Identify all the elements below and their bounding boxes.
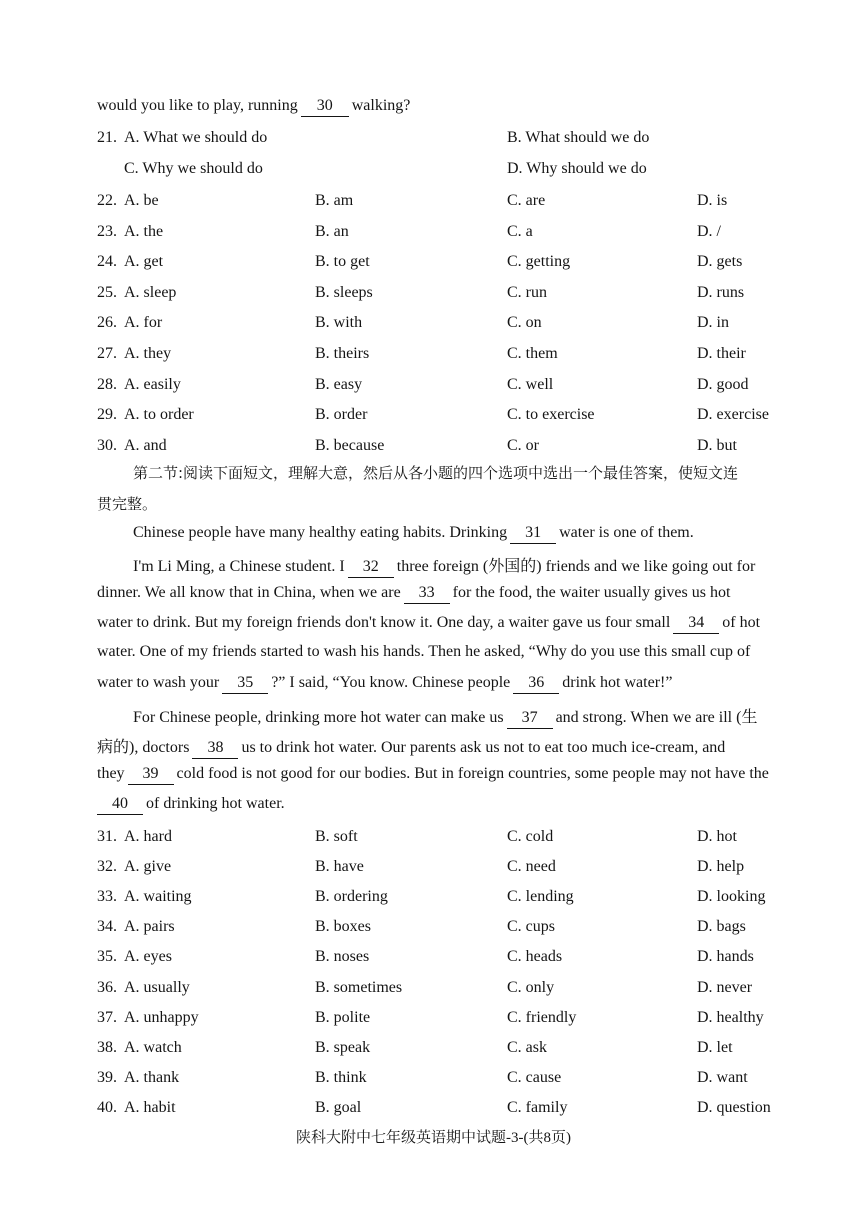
option-a: A. eyes xyxy=(124,948,172,966)
blank-38: 38 xyxy=(192,738,238,759)
option-a: A. waiting xyxy=(124,888,192,906)
passage-text: ?” I said, “You know. Chinese people xyxy=(271,674,511,691)
page-footer: 陕科大附中七年级英语期中试题-3-(共8页) xyxy=(296,1130,571,1146)
passage-text: drink hot water!” xyxy=(562,674,673,691)
option-b: B. an xyxy=(315,222,349,240)
question-number: 32. xyxy=(97,858,117,876)
question-row xyxy=(0,855,867,879)
question-row xyxy=(0,1096,867,1120)
question-number: 23. xyxy=(97,222,117,240)
passage-text: water to drink. But my foreign friends don't know it. One day, a waiter gave us four small xyxy=(97,614,671,631)
option-c: C. Why we should do xyxy=(124,160,263,177)
passage-text: they xyxy=(97,765,125,782)
option-d: D. runs xyxy=(697,283,745,301)
passage-text: and strong. When we are ill (生 xyxy=(555,709,758,726)
passage-text: dinner. We all know that in China, when we are xyxy=(97,584,401,601)
question-number: 40. xyxy=(97,1098,117,1116)
blank-40: 40 xyxy=(97,794,143,815)
option-b: B. polite xyxy=(315,1008,371,1026)
question-number: 35. xyxy=(97,948,117,966)
passage-text: I'm Li Ming, a Chinese student. I xyxy=(133,558,345,575)
option-a: A. be xyxy=(124,192,159,209)
option-b: B. order xyxy=(315,406,368,424)
option-a: A. get xyxy=(124,253,164,271)
passage-text: cold food is not good for our bodies. But in foreign countries, some people may not have the xyxy=(176,765,769,782)
option-d: D. is xyxy=(697,192,728,209)
option-b: B. am xyxy=(315,192,354,209)
blank-39: 39 xyxy=(128,764,174,785)
passage-text: of drinking hot water. xyxy=(146,795,285,812)
option-b: B. easy xyxy=(315,375,363,393)
option-b: B. think xyxy=(315,1068,367,1086)
passage-line xyxy=(133,553,850,578)
question-number: 39. xyxy=(97,1068,117,1086)
option-d: D. their xyxy=(697,345,746,362)
option-a: A. watch xyxy=(124,1038,182,1056)
option-a: A. What we should do xyxy=(124,129,268,146)
option-b: B. goal xyxy=(315,1098,362,1116)
option-d: D. / xyxy=(697,222,721,240)
option-c: C. are xyxy=(507,192,546,209)
passage-line xyxy=(97,794,814,815)
option-b: B. with xyxy=(315,314,363,332)
question-row xyxy=(0,311,867,335)
option-b: B. sometimes xyxy=(315,978,403,996)
question-number: 29. xyxy=(97,406,117,424)
passage-line xyxy=(97,613,814,634)
option-d: D. in xyxy=(697,314,729,332)
question-number: 21. xyxy=(97,129,117,146)
section2-instruction: 第二节:阅读下面短文，理解大意，然后从各小题的四个选项中选出一个最佳答案，使短文连 xyxy=(133,464,739,482)
question-number: 34. xyxy=(97,918,117,936)
option-c: C. run xyxy=(507,283,547,301)
option-c: C. cups xyxy=(507,918,555,936)
option-c: C. ask xyxy=(507,1038,547,1056)
option-d: D. never xyxy=(697,978,753,996)
question-number: 30. xyxy=(97,436,117,454)
option-b: B. speak xyxy=(315,1038,371,1056)
question-row xyxy=(0,915,867,939)
passage-line xyxy=(97,673,814,694)
option-a: A. pairs xyxy=(124,918,175,936)
question-row xyxy=(0,885,867,909)
passage-line xyxy=(97,764,814,785)
question-row xyxy=(0,1006,867,1030)
option-c: C. heads xyxy=(507,948,563,966)
option-a: A. to order xyxy=(124,406,194,424)
question-number: 37. xyxy=(97,1008,117,1026)
question-row xyxy=(0,189,867,213)
blank-37: 37 xyxy=(507,708,553,729)
option-c: C. them xyxy=(507,345,558,362)
question-number: 27. xyxy=(97,345,117,362)
option-c: C. cold xyxy=(507,828,554,845)
option-c: C. need xyxy=(507,858,556,876)
passage-line xyxy=(133,523,850,544)
option-c: C. well xyxy=(507,375,554,393)
option-d: D. but xyxy=(697,436,737,454)
option-b: B. to get xyxy=(315,253,370,271)
option-b: B. boxes xyxy=(315,918,371,936)
question-21 xyxy=(0,126,867,150)
passage-text: Chinese people have many healthy eating habits. Drinking xyxy=(133,524,508,541)
option-a: A. sleep xyxy=(124,283,177,301)
option-c: C. getting xyxy=(507,253,571,271)
option-d: D. let xyxy=(697,1038,733,1056)
passage-line xyxy=(97,643,814,661)
option-a: A. the xyxy=(124,222,164,240)
passage-text: water. One of my friends started to wash his hands. Then he asked, “Why do you use this small cup of xyxy=(97,643,751,660)
passage-text: water to wash your xyxy=(97,674,220,691)
option-d: D. help xyxy=(697,858,745,876)
passage-text: us to drink hot water. Our parents ask us not to eat too much ice-cream, and xyxy=(241,739,726,756)
blank-36: 36 xyxy=(513,673,559,694)
question-21-cont xyxy=(0,157,867,181)
option-d: D. bags xyxy=(697,918,746,936)
passage-line xyxy=(133,704,850,729)
question-number: 38. xyxy=(97,1038,117,1056)
passage-text: walking? xyxy=(351,97,411,114)
blank-35: 35 xyxy=(222,673,268,694)
option-b: B. sleeps xyxy=(315,283,373,301)
option-d: D. question xyxy=(697,1098,771,1116)
passage-text: water is one of them. xyxy=(559,524,694,541)
option-d: D. want xyxy=(697,1068,748,1086)
option-b: B. theirs xyxy=(315,345,370,362)
option-b: B. soft xyxy=(315,828,358,845)
question-number: 24. xyxy=(97,253,117,271)
passage-text: 病的), doctors xyxy=(97,739,190,756)
option-c: C. cause xyxy=(507,1068,562,1086)
question-number: 31. xyxy=(97,828,117,845)
option-d: D. exercise xyxy=(697,406,769,424)
option-a: A. habit xyxy=(124,1098,176,1116)
option-a: A. easily xyxy=(124,375,181,393)
passage-text: For Chinese people, drinking more hot water can make us xyxy=(133,709,504,726)
option-b: B. have xyxy=(315,858,364,876)
option-a: A. thank xyxy=(124,1068,180,1086)
question-number: 22. xyxy=(97,192,117,209)
option-d: D. healthy xyxy=(697,1008,764,1026)
question-row xyxy=(0,1036,867,1060)
option-d: D. good xyxy=(697,375,749,393)
option-d: D. gets xyxy=(697,253,743,271)
option-a: A. hard xyxy=(124,828,172,845)
blank-32: 32 xyxy=(348,557,394,578)
passage-text: for the food, the waiter usually gives us hot xyxy=(452,584,731,601)
passage-text: would you like to play, running xyxy=(97,97,298,114)
question-row xyxy=(0,342,867,366)
option-c: C. family xyxy=(507,1098,568,1116)
option-a: A. and xyxy=(124,436,167,454)
option-c: C. to exercise xyxy=(507,406,595,424)
question-row xyxy=(0,825,867,849)
option-c: C. friendly xyxy=(507,1008,577,1026)
option-b: B. What should we do xyxy=(507,129,650,146)
passage-text: of hot xyxy=(722,614,761,631)
blank-33: 33 xyxy=(404,583,450,604)
option-b: B. because xyxy=(315,436,385,454)
question-row xyxy=(0,220,867,244)
blank-30: 30 xyxy=(301,96,349,117)
question-row xyxy=(0,1066,867,1090)
option-b: B. ordering xyxy=(315,888,388,906)
option-c: C. only xyxy=(507,978,555,996)
passage-line xyxy=(97,583,814,604)
question-row xyxy=(0,976,867,1000)
option-a: A. they xyxy=(124,345,172,362)
option-c: C. a xyxy=(507,222,533,240)
option-c: C. lending xyxy=(507,888,574,906)
question-row xyxy=(0,281,867,305)
option-a: A. unhappy xyxy=(124,1008,199,1026)
option-c: C. or xyxy=(507,436,539,454)
option-a: A. usually xyxy=(124,978,190,996)
option-b: B. noses xyxy=(315,948,370,966)
question-row xyxy=(0,434,867,458)
passage-text: three foreign (外国的) friends and we like going out for xyxy=(396,558,756,575)
option-d: D. Why should we do xyxy=(507,160,647,177)
question-number: 28. xyxy=(97,375,117,393)
passage-line xyxy=(97,734,814,759)
question-row xyxy=(0,250,867,274)
section2-instruction-cont: 贯完整。 xyxy=(97,495,158,513)
blank-31: 31 xyxy=(510,523,556,544)
question-row xyxy=(0,373,867,397)
question-number: 36. xyxy=(97,978,117,996)
question-row xyxy=(0,403,867,427)
question-number: 26. xyxy=(97,314,117,332)
option-a: A. give xyxy=(124,858,172,876)
question-number: 25. xyxy=(97,283,117,301)
option-d: D. hands xyxy=(697,948,754,966)
option-d: D. hot xyxy=(697,828,737,845)
continued-passage-line xyxy=(0,94,867,118)
option-d: D. looking xyxy=(697,888,766,906)
question-number: 33. xyxy=(97,888,117,906)
question-row xyxy=(0,945,867,969)
option-c: C. on xyxy=(507,314,542,332)
blank-34: 34 xyxy=(673,613,719,634)
option-a: A. for xyxy=(124,314,163,332)
